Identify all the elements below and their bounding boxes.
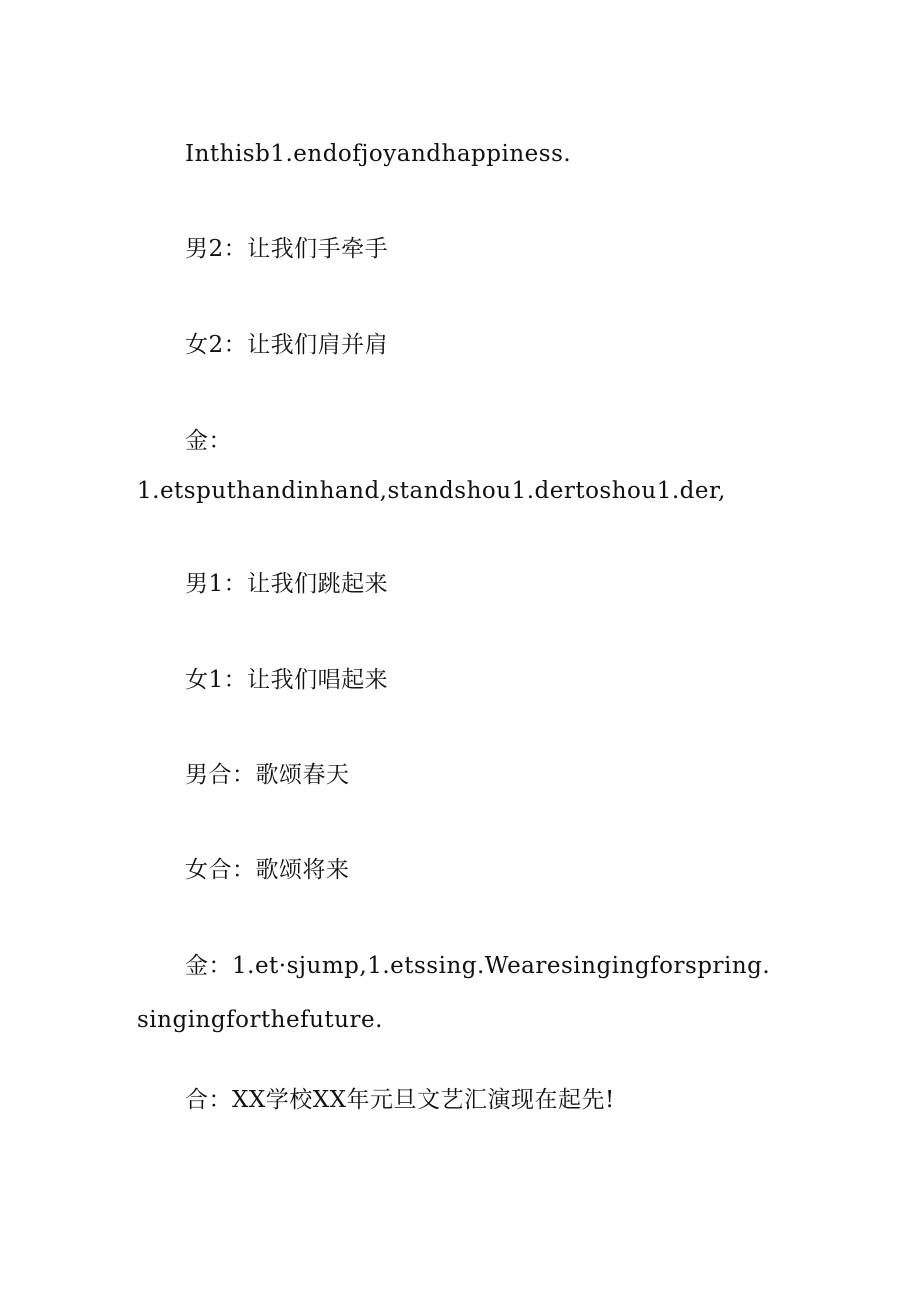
text-line: 男1：让我们跳起来 (185, 571, 389, 597)
text-line: 女1：让我们唱起来 (185, 667, 389, 693)
text-line: 金： (185, 428, 232, 454)
text-line: Inthisb1.endofjoyandhappiness. (185, 141, 572, 167)
text-line: 男2：让我们手牵手 (185, 236, 389, 262)
text-line: 女合：歌颂将来 (185, 857, 350, 883)
text-line: 金：1.et·sjump,1.etssing.Wearesingingforspring. (185, 953, 771, 979)
text-line: 女2：让我们肩并肩 (185, 332, 389, 358)
text-line: 合：XX学校XX年元旦文艺汇演现在起先! (185, 1087, 615, 1113)
text-line: singingforthefuture. (137, 1007, 383, 1033)
text-line: 男合：歌颂春天 (185, 762, 350, 788)
text-line: 1.etsputhandinhand,standshou1.dertoshou1.der, (137, 478, 726, 504)
